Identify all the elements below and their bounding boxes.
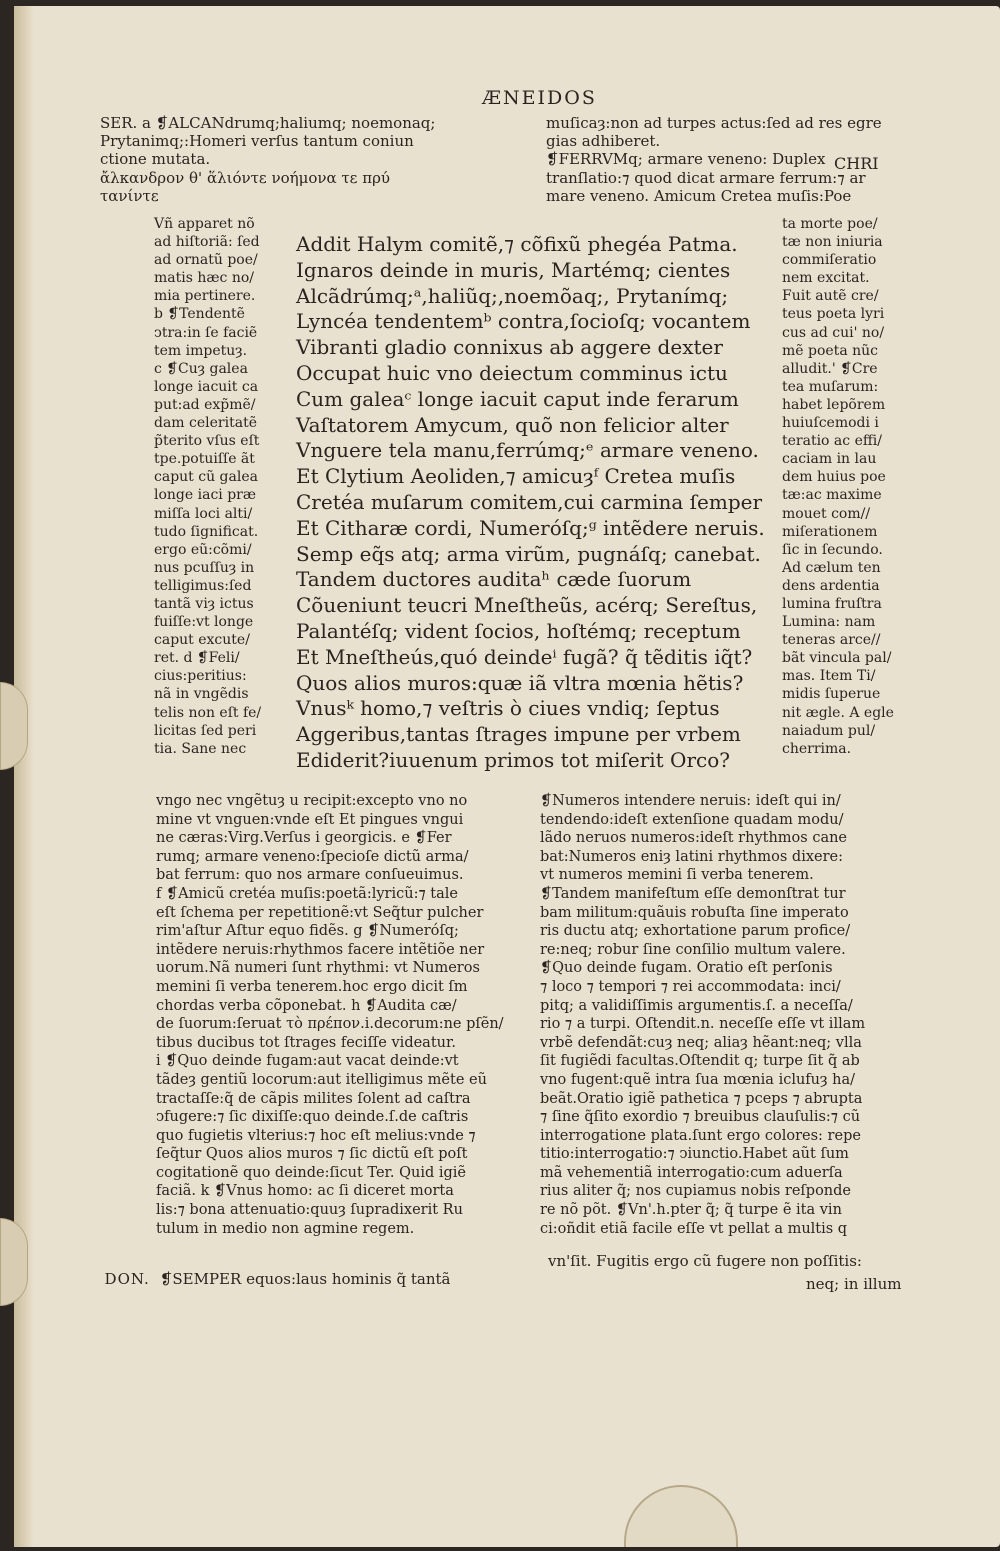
text-line: ❡Numeros intendere neruis: ideſt qui in/ — [540, 793, 841, 809]
text-line: rim'aſtur Aſtur equo fidẽs. g ❡Numeróſq; — [156, 923, 459, 940]
text-line: ⁊ ſine q̃ſito exordio ⁊ breuibus clauſulis:⁊ cũ — [540, 1109, 861, 1126]
text-line: quo fugietis vlterius:⁊ hoc eſt melius:vnde ⁊ — [156, 1127, 476, 1144]
text-line: rius aliter q̃; nos cupiamus nobis reſponde — [540, 1183, 852, 1200]
text-line: dam celeritatẽ — [154, 415, 257, 432]
text-line: mã vehementiã interrogatio:cum aduerſa — [540, 1164, 843, 1181]
text-line: longe iacuit ca — [154, 378, 259, 395]
text-line: ad ornatũ poe/ — [154, 252, 258, 269]
text-line: tea muſarum: — [782, 378, 879, 395]
text-line: re nõ põt. ❡Vn'.h.pter q̃; q̃ turpe ẽ ita vin — [540, 1202, 842, 1219]
text-line: interrogatione plata.ſunt ergo colores: repe — [540, 1127, 861, 1144]
text-line: Ad cælum ten — [782, 559, 881, 576]
text-line: matis hæc no/ — [154, 270, 254, 287]
text-line: pitq; a validiſſimis argumentis.ſ. a neceſſa/ — [540, 997, 853, 1014]
text-line: midis ſuperue — [782, 686, 881, 703]
text-line: Vnguere tela manu,ferrúmq;ᵉ armare veneno. — [296, 438, 759, 463]
text-line: ſit fugiẽdi facultas.Oſtendit q; turpe ſit q̃ ab — [540, 1053, 860, 1070]
text-line: ad hiſtoriã: ſed — [154, 234, 260, 251]
text-line: Vñ apparet nõ — [154, 216, 255, 232]
commentary-left-bottom — [156, 792, 504, 1238]
text-line: caput cũ galea — [154, 469, 258, 486]
text-line: tpe.potuiſſe ãt — [154, 451, 255, 468]
text-line: ta morte poe/ — [782, 216, 878, 232]
text-line: lãdo neruos numeros:ideſt rhythmos cane — [540, 830, 848, 847]
text-line: teneras arce// — [782, 632, 881, 649]
text-line: b ❡Tendentẽ — [154, 306, 245, 323]
text-line: ci:oñdit etiã facile eſſe vt pellat a multis q — [540, 1220, 848, 1237]
text-line: huiuſcemodi i — [782, 415, 879, 432]
text-line: Alcãdrúmq;ᵃ,haliũq;,noemõaq;, Prytanímq; — [296, 283, 729, 308]
text-line: faciã. k ❡Vnus homo: ac ſi diceret morta — [156, 1183, 454, 1200]
text-line: tibus ducibus tot ſtrages feciſſe videatur. — [156, 1034, 456, 1051]
text-line: ergo eũ:cõmi/ — [154, 541, 252, 558]
catchword: neq; in illum — [806, 1275, 902, 1293]
text-line: Quos alios muros:quæ iã vltra mœnia hẽtis? — [296, 670, 744, 695]
text-line: Aggeribus,tantas ſtrages impune per vrbem — [296, 722, 741, 747]
text-line: alludit.' ❡Cre — [782, 360, 878, 377]
text-line: Palantéſq; vident ſocios, hoſtémq; receptum — [296, 618, 741, 643]
text-line: i ❡Quo deinde fugam:aut vacat deinde:vt — [156, 1053, 459, 1070]
text-line: tia. Sane nec — [154, 740, 247, 757]
text-line: Tandem ductores auditaʰ cæde ſuorum — [296, 567, 692, 592]
text-line: mine vt vnguen:vnde eſt Et pingues vngui — [156, 811, 464, 828]
text-line: Addit Halym comitẽ,⁊ cõfixũ phegéa Patma. — [296, 232, 738, 256]
text-line: titio:interrogatio:⁊ ↄiunctio.Habet aũt ſum — [540, 1146, 849, 1163]
text-line: Fuit autẽ cre/ — [782, 288, 879, 305]
text-line: eſt ſchema per repetitionẽ:vt Seq̃tur pulcher — [156, 904, 484, 921]
commentary-left-top — [100, 114, 435, 205]
text-line: ↄfugere:⁊ ſic dixiſſe:quo deinde.ſ.de caſtris — [156, 1109, 469, 1126]
text-line: chordas verba cõponebat. h ❡Audita cæ/ — [156, 997, 457, 1014]
text-line: cus ad cui' no/ — [782, 324, 885, 341]
text-line: muſicaȝ:non ad turpes actus:ſed ad res egre — [546, 114, 882, 132]
text-line: teratio ac effi/ — [782, 433, 882, 450]
thumb-mark — [624, 1485, 738, 1547]
right-edge-label: CHRI — [834, 154, 879, 173]
text-line: Cõueniunt teucri Mneſtheũs, acérq; Sereſtus, — [296, 593, 758, 618]
text-line: miſerationem — [782, 523, 878, 540]
text-line: τανίντε — [100, 186, 159, 205]
text-line: tãdeȝ gentiũ locorum:aut itelligimus mẽte eũ — [156, 1071, 487, 1088]
text-line: Occupat huic vno deiectum comminus ictu — [296, 360, 728, 385]
text-line: ctione mutata. — [100, 150, 211, 169]
text-line: Vnusᵏ homo,⁊ veſtris ò ciues vndiq; ſeptus — [296, 696, 720, 721]
text-line: Vibranti gladio connixus ab aggere dexter — [296, 335, 723, 360]
text-line: SER. a ❡ALCANdrumq;haliumq; noemonaq; — [100, 114, 436, 132]
footer-right-text: vn'ſit. Fugitis ergo cũ fugere non poſſitis: — [548, 1252, 862, 1270]
text-line: ret. d ❡Feli/ — [154, 650, 240, 667]
text-line: ἄλκανδρον θ' ἅλιόντε νοήμονα τε πρύ — [100, 168, 391, 187]
text-line: Semp eq̃s atq; arma virũm, pugnáſq; canebat. — [296, 541, 761, 566]
text-line: cogitationẽ quo deinde:ſicut Ter. Quid igiẽ — [156, 1164, 466, 1181]
text-line: bat:Numeros eniȝ latini rhythmos dixere: — [540, 848, 843, 865]
text-line: Vaſtatorem Amycum, quõ non felicior alter — [296, 412, 729, 437]
text-line: bam militum:quãuis robuſta ſine imperato — [540, 904, 849, 921]
text-line: rio ⁊ a turpi. Oſtendit.n. neceſſe eſſe vt illam — [540, 1016, 866, 1033]
text-line: telis non eſt fe/ — [154, 704, 262, 721]
text-line: dens ardentia — [782, 577, 880, 594]
text-line: naiadum pul/ — [782, 722, 876, 739]
text-line: bat ferrum: quo nos armare conſueuimus. — [156, 867, 464, 884]
text-line: tranſlatio:⁊ quod dicat armare ferrum:⁊ ar — [546, 168, 866, 187]
verse-main-text — [296, 232, 765, 774]
text-line: fuiſſe:vt longe — [154, 614, 254, 631]
text-line: ſic in ſecundo. — [782, 541, 883, 558]
text-line: Lyncéa tendentemᵇ contra,ſocioſq; vocantem — [296, 309, 751, 334]
text-line: rumq; armare veneno:ſpecioſe dictũ arma/ — [156, 848, 469, 865]
text-line: mouet com// — [782, 505, 871, 522]
text-line: vt numeros memini ſi verba tenerem. — [540, 867, 814, 884]
text-line: ne cæras:Virg.Verſus i georgicis. e ❡Fer — [156, 830, 452, 847]
text-line: ❡Quo deinde fugam. Oratio eſt perſonis — [540, 960, 833, 977]
text-line: tem impetuȝ. — [154, 342, 248, 359]
text-line: tulum in medio non agmine regem. — [156, 1220, 415, 1237]
footer-left-text: ❡SEMPER equos:laus hominis q̃ tantã — [159, 1270, 451, 1288]
text-line: intẽdere neruis:rhythmos facere intẽtiõe ner — [156, 941, 485, 958]
commentary-right-bottom — [540, 792, 865, 1238]
text-line: de ſuorum:ſeruat τὸ πρέπον.i.decorum:ne pſẽn/ — [156, 1016, 504, 1033]
text-line: ris ductu atq; exhortatione parum profice/ — [540, 923, 851, 940]
text-line: tantã viȝ ictus — [154, 595, 254, 612]
page-gutter-edge — [14, 6, 34, 1547]
text-line: cius:peritius: — [154, 668, 247, 685]
text-line: tudo ſignificat. — [154, 523, 259, 540]
text-line: nem excitat. — [782, 270, 870, 287]
text-line: Et Citharæ cordi, Numeróſq;ᵍ intẽdere neruis. — [296, 515, 765, 540]
text-line: nus pcuſſuȝ in — [154, 559, 255, 576]
text-line: ſeq̃tur Quos alios muros ⁊ ſic dictũ eſt poſt — [156, 1146, 468, 1163]
text-line: vrbẽ defendãt:cuȝ neq; aliaȝ hẽant:neq; vlla — [540, 1034, 862, 1051]
text-line: longe iaci præ — [154, 487, 257, 504]
text-line: lumina fruſtra — [782, 595, 882, 612]
text-line: dem huius poe — [782, 469, 886, 486]
text-line: tæ:ac maxime — [782, 487, 882, 504]
gloss-right-margin — [782, 215, 894, 758]
text-line: vngo nec vngẽtuȝ u recipit:excepto vno no — [156, 793, 468, 809]
text-line: cherrima. — [782, 740, 852, 757]
text-line: uorum.Nã numeri ſunt rhythmi: vt Numeros — [156, 960, 480, 977]
text-line: ↄtra:in ſe faciẽ — [154, 324, 258, 341]
text-line: Prytanimq;:Homeri verſus tantum coniun — [100, 132, 414, 151]
text-line: commiſeratio — [782, 252, 877, 269]
text-line: p̃terito vſus eſt — [154, 433, 260, 450]
text-line: c ❡Cuȝ galea — [154, 360, 248, 377]
text-line: ❡Tandem manifeſtum eſſe demonſtrat tur — [540, 885, 846, 902]
text-line: re:neq; robur ſine conſilio multum valere. — [540, 941, 846, 958]
text-line: vno fugent:quẽ intra ſua mœnia iclufuȝ ha/ — [540, 1071, 856, 1088]
text-line: lis:⁊ bona attenuatio:quuȝ ſupradixerit Ru — [156, 1202, 463, 1219]
text-line: caput excute/ — [154, 632, 250, 649]
text-line: ❡FERRVMq; armare veneno: Duplex — [546, 150, 826, 169]
text-line: ⁊ loco ⁊ tempori ⁊ rei accommodata: inci/ — [540, 978, 841, 995]
text-line: teus poeta lyri — [782, 306, 885, 323]
text-line: nit ægle. A egle — [782, 704, 894, 721]
footer-sig-label: DON. — [104, 1270, 150, 1288]
text-line: Lumina: nam — [782, 614, 876, 631]
text-line: f ❡Amicũ cretéa muſis:poetã:lyricũ:⁊ tale — [156, 885, 458, 902]
text-line: mẽ poeta nũc — [782, 342, 878, 359]
text-line: Et Mneſtheús,quó deindeⁱ fugã? q̃ tẽditis iq̃t? — [296, 644, 753, 669]
text-line: beãt.Oratio igiẽ pathetica ⁊ pceps ⁊ abrupta — [540, 1090, 863, 1107]
text-line: Ignaros deinde in muris, Martémq; cientes — [296, 257, 731, 282]
commentary-right-top — [546, 114, 882, 205]
text-line: habet lepõrem — [782, 396, 886, 413]
text-line: miſſa loci alti/ — [154, 505, 253, 522]
text-line: Et Clytium Aeoliden,⁊ amicuȝᶠ Cretea muſis — [296, 464, 736, 489]
text-line: Cretéa muſarum comitem,cui carmina ſemper — [296, 489, 763, 514]
running-head: ÆNEIDOS — [482, 87, 597, 109]
text-line: caciam in lau — [782, 451, 877, 468]
text-line: bãt vincula pal/ — [782, 650, 892, 667]
text-line: mia pertinere. — [154, 288, 256, 305]
gloss-left-margin — [154, 215, 261, 758]
text-line: mare veneno. Amicum Cretea muſis:Poe — [546, 186, 852, 205]
text-line: tæ non iniuria — [782, 234, 883, 251]
text-line: tractaſſe:q̃ de cãpis milites ſolent ad caſtra — [156, 1090, 471, 1107]
text-line: memini ſi verba tenerem.hoc ergo dicit ſm — [156, 978, 468, 995]
text-line: Ediderit?iuuenum primos tot miſerit Orco? — [296, 747, 730, 772]
text-line: telligimus:ſed — [154, 577, 252, 594]
text-line: tendendo:ideſt extenſione quadam modu/ — [540, 811, 844, 828]
text-line: licitas ſed peri — [154, 722, 257, 739]
text-line: put:ad exp̃mẽ/ — [154, 396, 256, 413]
text-line: Cum galeaᶜ longe iacuit caput inde ferarum — [296, 386, 739, 411]
text-line: mas. Item Ti/ — [782, 668, 876, 685]
text-line: gias adhiberet. — [546, 132, 661, 151]
text-line: nã in vngẽdis — [154, 686, 249, 703]
